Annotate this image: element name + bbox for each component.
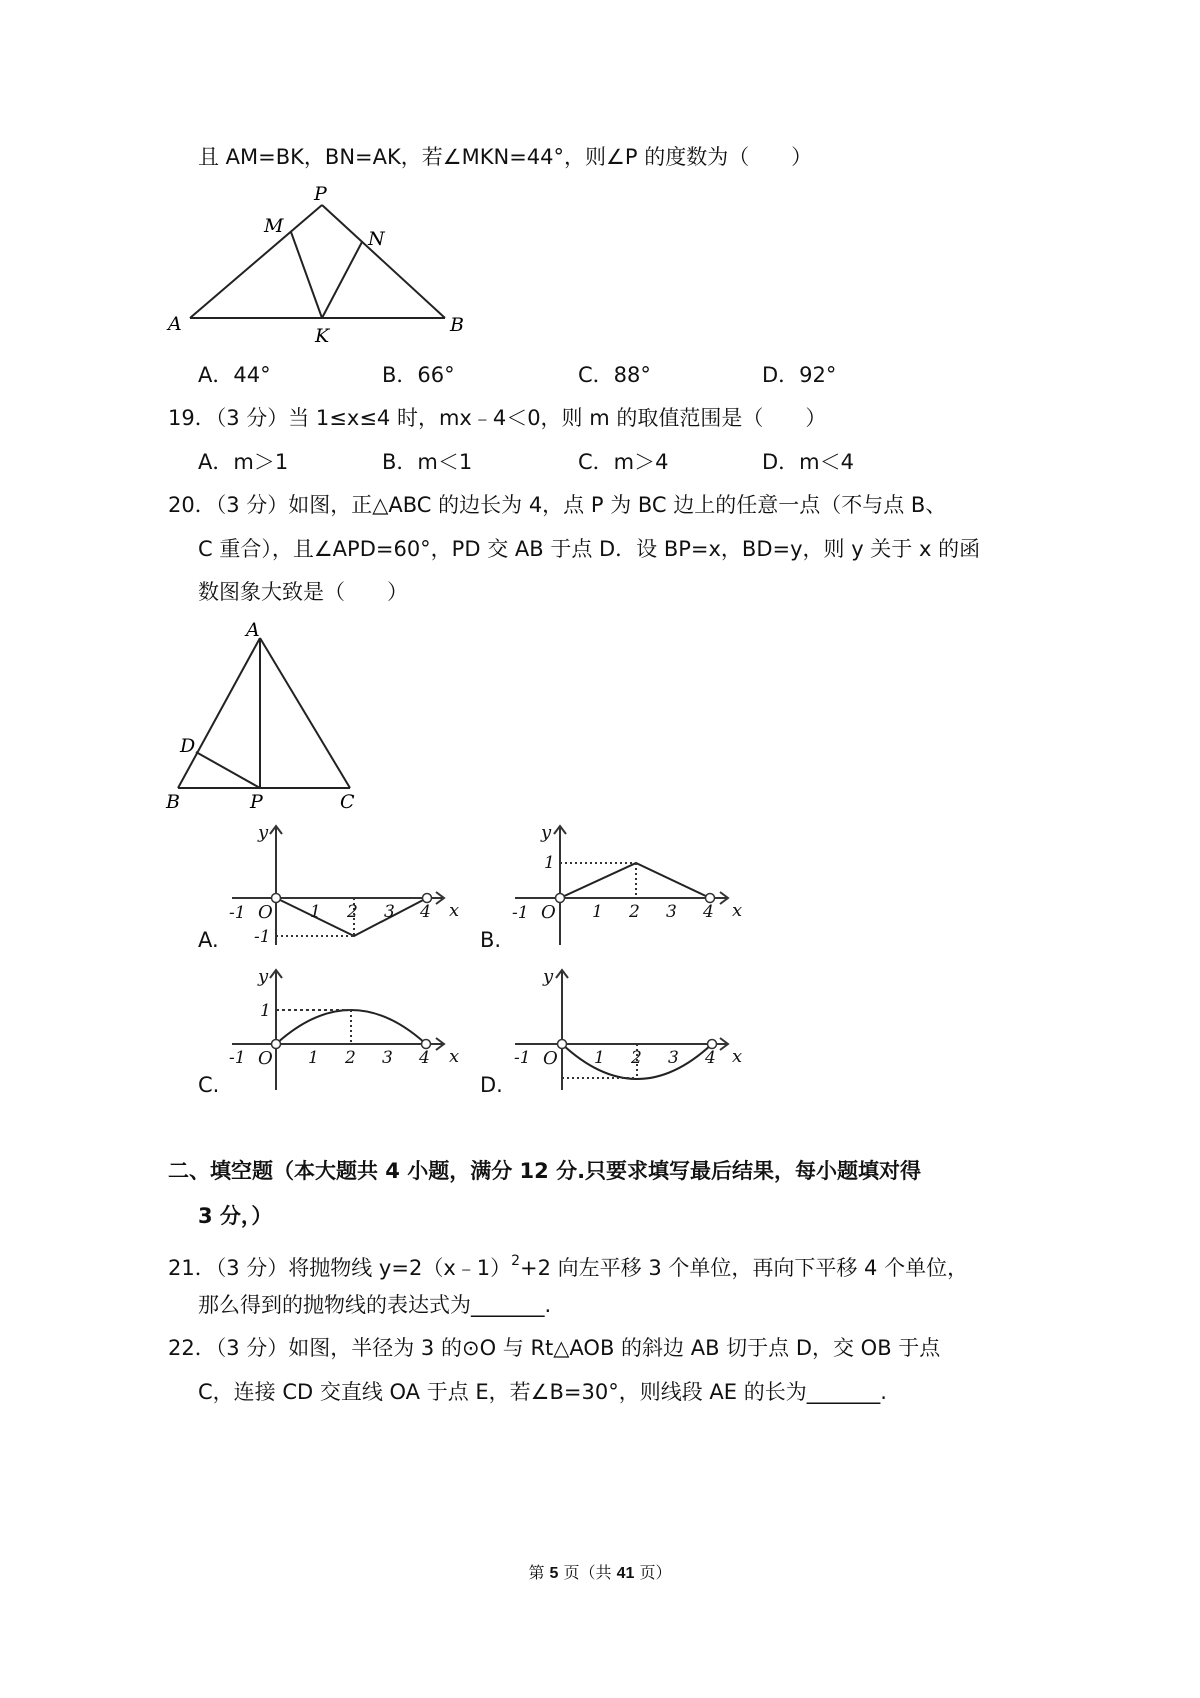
footer-page-number: 5 bbox=[549, 1565, 559, 1582]
x-label: x bbox=[732, 1046, 743, 1067]
q19-option-a bbox=[198, 447, 288, 477]
tick-2: 2 bbox=[347, 902, 358, 922]
open-point-origin bbox=[272, 894, 281, 903]
graph-b bbox=[505, 820, 745, 950]
marked-value: -1 bbox=[254, 927, 271, 947]
option-text: m＜1 bbox=[417, 450, 473, 474]
q18-option-d bbox=[762, 360, 836, 390]
tick-2: 2 bbox=[345, 1048, 356, 1068]
option-letter: C． bbox=[578, 450, 614, 474]
segment-AC bbox=[260, 638, 350, 788]
tick-neg1: -1 bbox=[229, 903, 246, 923]
q18-option-b bbox=[382, 360, 455, 390]
tick-1: 1 bbox=[308, 1048, 319, 1068]
x-label: x bbox=[732, 900, 743, 921]
y-label: y bbox=[541, 822, 552, 843]
tick-3: 3 bbox=[668, 1048, 679, 1068]
graph-a bbox=[222, 820, 462, 950]
q21-line2: 那么得到的抛物线的表达式为_______. bbox=[198, 1293, 552, 1317]
tick-neg1: -1 bbox=[512, 903, 529, 923]
label-B: B bbox=[450, 314, 464, 336]
origin-label: O bbox=[541, 902, 556, 923]
q18-stem: 且 AM=BK，BN=AK，若∠MKN=44°，则∠P 的度数为（ ） bbox=[198, 145, 813, 169]
tick-4: 4 bbox=[420, 902, 431, 922]
graph-a-letter: A. bbox=[198, 928, 219, 952]
label-D: D bbox=[180, 735, 196, 757]
marked-value: 1 bbox=[544, 853, 555, 873]
label-A: A bbox=[168, 313, 182, 335]
origin-label: O bbox=[258, 902, 273, 923]
label-P: P bbox=[250, 791, 263, 813]
option-letter: B． bbox=[382, 363, 418, 387]
graph-b-letter: B. bbox=[480, 928, 502, 952]
q18-option-c bbox=[578, 360, 651, 390]
tick-3: 3 bbox=[666, 902, 677, 922]
q19-option-d bbox=[762, 447, 854, 477]
tick-1: 1 bbox=[592, 902, 603, 922]
option-letter: B． bbox=[382, 450, 418, 474]
tick-4: 4 bbox=[703, 902, 714, 922]
option-text: 88° bbox=[613, 363, 651, 387]
label-B: B bbox=[166, 791, 180, 813]
graph-c bbox=[222, 965, 462, 1095]
option-letter: D． bbox=[762, 363, 800, 387]
option-text: m＜4 bbox=[799, 450, 854, 474]
option-text: m＞4 bbox=[613, 450, 669, 474]
q21-text-a: 21．（3 分）将抛物线 y=2（x﹣1） bbox=[168, 1256, 512, 1280]
origin-label: O bbox=[258, 1048, 273, 1069]
tick-neg1: -1 bbox=[229, 1048, 246, 1068]
tick-1: 1 bbox=[594, 1048, 605, 1068]
label-P: P bbox=[314, 183, 327, 205]
tick-3: 3 bbox=[382, 1048, 393, 1068]
option-text: 92° bbox=[799, 363, 837, 387]
q20-stem-line1: 20．（3 分）如图，正△ABC 的边长为 4，点 P 为 BC 边上的任意一点（不与点 B、 bbox=[168, 493, 947, 517]
option-letter: D． bbox=[762, 450, 800, 474]
tick-3: 3 bbox=[384, 902, 395, 922]
origin-label: O bbox=[543, 1048, 558, 1069]
q18-triangle-figure bbox=[160, 180, 480, 350]
label-C: C bbox=[340, 791, 355, 813]
y-label: y bbox=[258, 966, 269, 987]
footer-suffix: 页） bbox=[634, 1563, 672, 1582]
section-2-heading-line2: 3 分，） bbox=[198, 1204, 273, 1228]
option-letter: A． bbox=[198, 450, 234, 474]
option-letter: C． bbox=[578, 363, 614, 387]
open-point-origin bbox=[558, 1040, 567, 1049]
graph-c-letter: C. bbox=[198, 1073, 220, 1097]
y-label: y bbox=[543, 966, 554, 987]
label-N: N bbox=[368, 228, 385, 250]
q20-stem-line3: 数图象大致是（ ） bbox=[198, 580, 408, 604]
q19-option-b bbox=[382, 447, 472, 477]
label-M: M bbox=[264, 215, 284, 237]
q21-line1 bbox=[168, 1246, 968, 1283]
graph-d-letter: D. bbox=[480, 1073, 503, 1097]
page-footer bbox=[0, 1560, 1200, 1583]
q20-triangle-figure bbox=[160, 615, 380, 815]
y-label: y bbox=[258, 822, 269, 843]
label-K: K bbox=[315, 325, 330, 347]
option-text: m＞1 bbox=[233, 450, 289, 474]
option-text: 44° bbox=[233, 363, 271, 387]
q19-option-c bbox=[578, 447, 669, 477]
tick-2: 2 bbox=[629, 902, 640, 922]
q18-option-a bbox=[198, 360, 271, 390]
segment-NK bbox=[322, 242, 362, 318]
option-letter: A． bbox=[198, 363, 234, 387]
x-label: x bbox=[449, 1046, 460, 1067]
label-A: A bbox=[246, 619, 260, 641]
footer-prefix: 第 bbox=[528, 1563, 550, 1582]
q22-line1: 22．（3 分）如图，半径为 3 的⊙O 与 Rt△AOB 的斜边 AB 切于点 D，交 OB 于点 bbox=[168, 1336, 941, 1360]
q20-stem-line2: C 重合），且∠APD=60°，PD 交 AB 于点 D．设 BP=x，BD=y，则 y 关于 x 的函 bbox=[198, 537, 981, 561]
open-point-origin bbox=[272, 1040, 281, 1049]
tick-2: 2 bbox=[631, 1048, 642, 1068]
tick-4: 4 bbox=[705, 1048, 716, 1068]
q21-text-b: +2 向左平移 3 个单位，再向下平移 4 个单位， bbox=[520, 1256, 969, 1280]
q22-line2: C，连接 CD 交直线 OA 于点 E，若∠B=30°，则线段 AE 的长为_______. bbox=[198, 1380, 887, 1404]
option-text: 66° bbox=[417, 363, 455, 387]
q21-exponent: 2 bbox=[511, 1253, 521, 1269]
segment-DP bbox=[196, 752, 260, 788]
x-label: x bbox=[449, 900, 460, 921]
tick-4: 4 bbox=[419, 1048, 430, 1068]
tick-neg1: -1 bbox=[514, 1048, 531, 1068]
segment-PB bbox=[322, 205, 445, 318]
segment-MK bbox=[291, 232, 322, 318]
q19-stem: 19．（3 分）当 1≤x≤4 时，mx﹣4＜0，则 m 的取值范围是（ ） bbox=[168, 406, 827, 430]
open-point-origin bbox=[556, 894, 565, 903]
tick-1: 1 bbox=[310, 902, 321, 922]
section-2-heading-line1: 二、填空题（本大题共 4 小题，满分 12 分.只要求填写最后结果，每小题填对得 bbox=[168, 1159, 922, 1183]
marked-value: 1 bbox=[260, 1001, 271, 1021]
footer-total-pages: 41 bbox=[616, 1565, 635, 1582]
graph-d bbox=[505, 965, 745, 1095]
footer-middle: 页（共 bbox=[558, 1563, 617, 1582]
